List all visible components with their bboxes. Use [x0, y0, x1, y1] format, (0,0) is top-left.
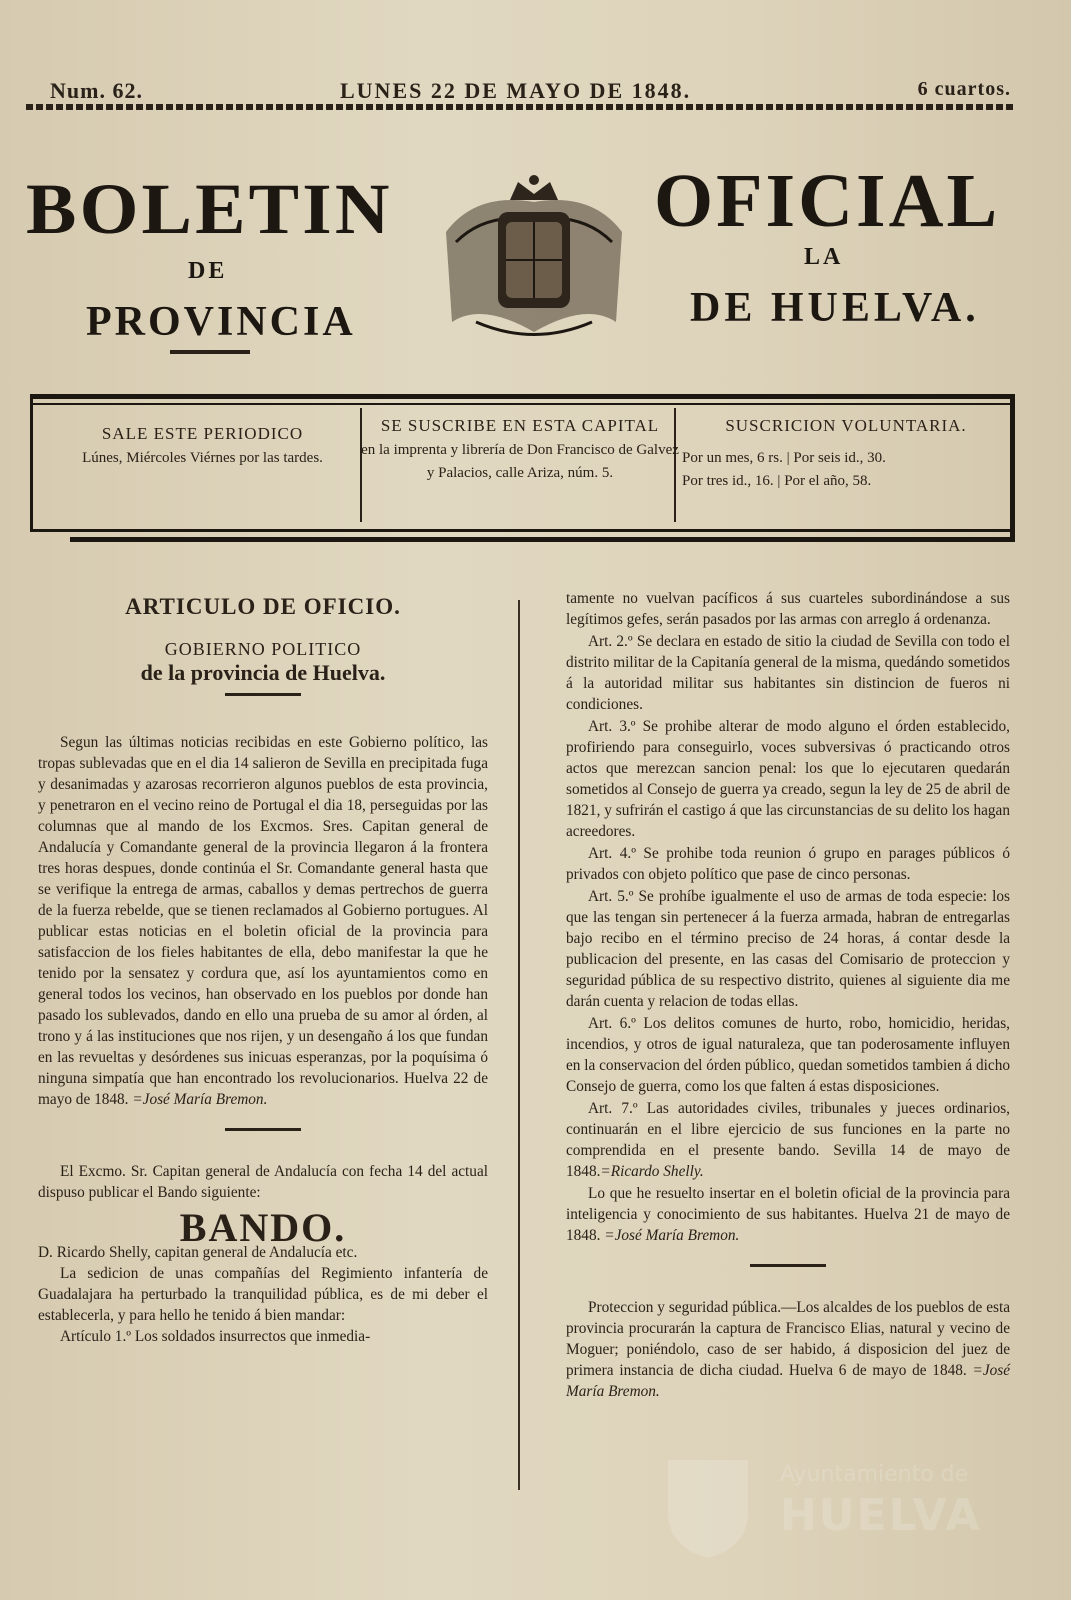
watermark-line1: Ayuntamiento de [780, 1462, 969, 1487]
box-border-bottom [70, 537, 1015, 542]
box-border-top-inner [30, 403, 1015, 405]
masthead-de: DE [188, 258, 228, 284]
paragraph-text: Art. 7.º Las autoridades civiles, tribunales y jueces ordinarios, continuarán en el libre ejercicio de sus funciones en la parte no comprendida en el presente bando. Sevilla 14 de mayo de 1848. [566, 1100, 1010, 1180]
rates-title: SUSCRICION VOLUNTARIA. [725, 416, 967, 435]
subscribe-title: SE SUSCRIBE EN ESTA CAPITAL [380, 416, 660, 435]
bando-article: Art. 5.º Se prohíbe igualmente el uso de armas de toda especie: los que las tengan sin pertenecer á la fuerza armada, habran de entregarlas bajo recibo en el término preciso de 24 horas, á contar desde la publicacion del presente, en las casas del Comisario de proteccion y seguridad pública de su respectivo distrito, quienes al siguiente dia me darán cuenta y relacion de todas ellas. [566, 888, 1010, 1010]
bando-article: Art. 2.º Se declara en estado de sitio la ciudad de Sevilla con todo el distrito militar de la Capitanía general de la misma, quedándo sometidos á la autoridad militar sus habitantes sin distincion de fueros ni condiciones. [566, 633, 1010, 713]
bando-paragraph: La sedicion de unas compañías del Regimiento infantería de Guadalajara ha perturbado la tranquilidad pública, es de mi deber el establecerla, y para hello he tenido á bien mandar: [38, 1265, 488, 1324]
section-rule [225, 693, 301, 696]
paragraph-text: Segun las últimas noticias recibidas en este Gobierno político, las tropas sublevadas que en el dia 14 salieron de Sevilla en precipitada fuga y desanimadas y azarosas recorrieron algunos pueblos de esta provincia, y penetraron en el vecino reino de Portugal el dia 18, perseguidas por las columnas que al mando de los Excmos. Sres. Capitan general de Andalucía y Comandante general de la provincia llegaron á la frontera tres horas despues, donde continúa el Sr. Comandante general hasta que se verifique la entrega de armas, caballos y demas pertrechos de guerra de la fuerza rebelde, que se tienen reclamados al Gobierno portugues. Al publicar estas noticias en el boletin oficial de la provincia para satisfaccion de los fieles habitantes de ella, debo manifestar la que he tenido por la sensatez y cordura que, así los ayuntamientos como en general todos los vecinos, han observado en los pueblos por donde han pasado los sublevados, dando en ello una prueba de su amor al órden, al trono y á las instituciones que nos rijen, y un desengaño á los que fundan en las revueltas y desórdenes sus inicuas esperanzas, por la poquísima ó ninguna simpatía que han encontrado los revolucionarios. Huelva 22 de mayo de 1848. [38, 734, 488, 1108]
masthead-huelva: DE HUELVA. [690, 285, 980, 331]
rate-item: Por tres id., 16. [682, 473, 774, 489]
issue-date: LUNES 22 DE MAYO DE 1848. [340, 78, 692, 103]
bando-article [566, 1098, 1010, 1182]
rates-row: Por un mes, 6 rs. | Por seis id., 30. [676, 447, 1016, 470]
rates-row: Por tres id., 16. | Por el año, 58. [676, 470, 1016, 493]
article-paragraph [38, 732, 488, 1110]
paragraph-text: Proteccion y seguridad pública.—Los alcaldes de los pueblos de esta provincia procurarán la captura de Francisco Elias, natural y vecino de Moguer; poniéndolo, caso de ser habido, á disposicion del juez de primera instancia de dicha ciudad. Huelva 6 de mayo de 1848. [566, 1299, 1010, 1379]
schedule-cell [50, 422, 355, 470]
subscribe-cell [360, 414, 680, 485]
schedule-text: Lúnes, Miércoles Viérnes por las tardes. [82, 450, 323, 466]
masthead-rule [170, 350, 250, 354]
bando-heading: BANDO. [179, 1205, 347, 1250]
closing-paragraph [566, 1183, 1010, 1246]
office-heading: GOBIERNO POLITICO [164, 639, 362, 659]
notice-paragraph [566, 1297, 1010, 1402]
left-column [38, 588, 488, 1347]
rates-cell [676, 414, 1016, 493]
schedule-title: SALE ESTE PERIODICO [101, 424, 304, 443]
signature: =Ricardo Shelly. [600, 1163, 704, 1180]
signature: =José María Bremon. [566, 1362, 1011, 1400]
column-divider [518, 600, 520, 1490]
section-rule [225, 1128, 301, 1131]
rate-item: Por seis id., 30. [793, 450, 886, 466]
bando-article: tamente no vuelvan pacíficos á sus cuarteles subordinándose a sus legítimos gefes, serán pasados por las armas con arreglo á ordenanza. [566, 590, 1010, 628]
subscription-box [30, 394, 1015, 542]
rate-item: Por el año, 58. [784, 473, 872, 489]
right-column [566, 588, 1010, 1403]
box-border-bottom-inner [30, 529, 1015, 532]
paragraph-text: Lo que he resuelto insertar en el boletin oficial de la provincia para inteligencia y conocimiento de sus habitantes. Huelva 21 de mayo de 1848. [566, 1185, 1010, 1244]
section-heading: ARTICULO DE OFICIO. [125, 594, 401, 619]
watermark-line2: HUELVA [780, 1490, 982, 1541]
bando-article: Art. 4.º Se prohibe toda reunion ó grupo en parages públicos ó privados con objeto político que pase de cinco personas. [566, 845, 1010, 883]
section-rule [750, 1264, 826, 1267]
archive-watermark [660, 1452, 990, 1572]
box-border-left [30, 394, 33, 532]
bando-author: D. Ricardo Shelly, capitan general de Andalucía etc. [38, 1244, 358, 1261]
subscribe-text: en la imprenta y librería de Don Francisco de Galvez y Palacios, calle Ariza, núm. 5. [361, 442, 679, 481]
shield-icon [660, 1452, 756, 1562]
coat-of-arms-icon [436, 172, 632, 342]
bando-article: Artículo 1.º Los soldados insurrectos que inmedia- [60, 1328, 371, 1345]
box-border-top [30, 394, 1015, 399]
province-heading: de la provincia de Huelva. [140, 660, 386, 685]
masthead-la: LA [804, 244, 844, 270]
ornamental-rule [26, 104, 1015, 110]
intro-paragraph: El Excmo. Sr. Capitan general de Andalucía con fecha 14 del actual dispuso publicar el Bando siguiente: [38, 1163, 488, 1201]
rate-item: Por un mes, 6 rs. [682, 450, 783, 466]
masthead-provincia: PROVINCIA [86, 299, 356, 345]
issue-number: Num. 62. [50, 78, 143, 103]
bando-article: Art. 3.º Se prohibe alterar de modo alguno el órden establecido, profiriendo para conseguirlo, voces subversivas ó practicando otros actos que merezcan sancion penal: los que lo ejecutaren quedarán sometidos al Consejo de guerra ya creado, segun la ley de 25 de abril de 1821, y sufrirán el castigo á que las circunstancias de su delito los hagan acreedores. [566, 718, 1010, 840]
issue-price: 6 cuartos. [917, 78, 1011, 100]
masthead-oficial: OFICIAL [654, 159, 1001, 243]
signature: =José María Bremon. [132, 1091, 268, 1108]
masthead-boletin: BOLETIN [26, 169, 393, 249]
bando-article: Art. 6.º Los delitos comunes de hurto, robo, homicidio, heridas, incendios, y otros de igual naturaleza, que tan poderosamente influyen en la conservacion del órden público, quedan sometidos tambien á dicho Consejo de guerra, como los que falten á estas disposiciones. [566, 1015, 1010, 1095]
signature: =José María Bremon. [604, 1227, 740, 1244]
